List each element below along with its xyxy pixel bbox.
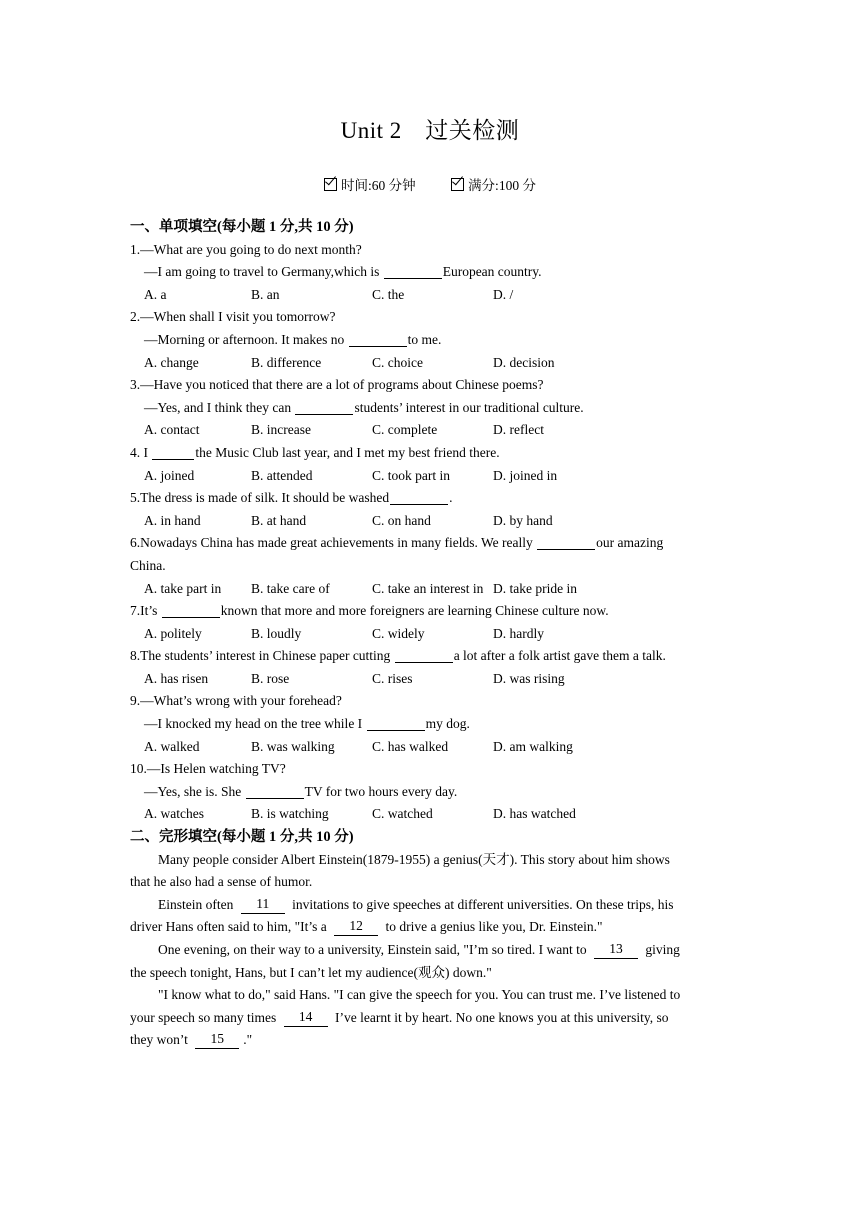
- option-c[interactable]: C. has walked: [372, 738, 449, 754]
- option-c[interactable]: C. take an interest in: [372, 580, 484, 596]
- cloze-blank-14[interactable]: 14: [284, 1009, 328, 1027]
- option-c[interactable]: C. complete: [372, 422, 438, 438]
- text-segment: known that more and more foreigners are learning Chinese culture now.: [220, 603, 609, 619]
- text-segment: 7.It’s: [130, 603, 161, 619]
- passage-line: "I know what to do," said Hans. "I can give the speech for you. You can trust me. I’ve listened to: [158, 987, 681, 1003]
- option-c[interactable]: C. choice: [372, 354, 423, 370]
- text-segment: I’ve learnt it by heart. No one knows you at this university, so: [331, 1009, 669, 1025]
- question-1-options: [130, 284, 730, 307]
- question-4-stem: [130, 442, 730, 465]
- text-segment: your speech so many times: [130, 1009, 280, 1025]
- exam-meta: [0, 174, 860, 194]
- passage-line: [130, 894, 730, 917]
- option-b[interactable]: B. difference: [251, 354, 322, 370]
- time-limit: [324, 174, 416, 194]
- worksheet-content: [130, 216, 730, 1052]
- text-segment: TV for two hours every day.: [304, 783, 458, 799]
- option-a[interactable]: A. walked: [144, 738, 200, 754]
- question-4-options: [130, 465, 730, 488]
- option-d[interactable]: D. was rising: [493, 670, 565, 686]
- section-2-title: 二、完形填空(每小题 1 分,共 10 分): [130, 829, 354, 846]
- question-6-stem: [130, 532, 730, 555]
- text-segment: European country.: [442, 264, 542, 280]
- question-3-stem: 3.—Have you noticed that there are a lot of programs about Chinese poems?: [130, 377, 544, 393]
- section-1-title: 一、单项填空(每小题 1 分,共 10 分): [130, 219, 354, 235]
- option-d[interactable]: D. hardly: [493, 625, 544, 641]
- passage-line: Many people consider Albert Einstein(1879-1955) a genius(天才). This story about him shows: [158, 851, 670, 867]
- text-segment: 4. I: [130, 444, 152, 460]
- answer-blank[interactable]: [349, 331, 407, 347]
- answer-blank[interactable]: [384, 263, 442, 279]
- text-segment: —Yes, and I think they can: [144, 399, 295, 415]
- cloze-blank-11[interactable]: 11: [241, 896, 285, 914]
- option-d[interactable]: D. am walking: [493, 738, 573, 754]
- option-d[interactable]: D. take pride in: [493, 580, 577, 596]
- text-segment: —Yes, she is. She: [144, 783, 245, 799]
- question-2-response: [130, 329, 730, 352]
- full-score: [451, 174, 536, 194]
- option-b[interactable]: B. an: [251, 286, 280, 302]
- answer-blank[interactable]: [152, 444, 194, 460]
- question-2-options: [130, 352, 730, 375]
- text-segment: to me.: [407, 331, 442, 347]
- question-10-response: [130, 781, 730, 804]
- answer-blank[interactable]: [537, 534, 595, 550]
- question-10-options: [130, 803, 730, 826]
- cloze-blank-13[interactable]: 13: [594, 941, 638, 959]
- text-segment: driver Hans often said to him, "It’s a: [130, 919, 331, 935]
- text-segment: the Music Club last year, and I met my best friend there.: [195, 444, 500, 460]
- question-8-options: [130, 668, 730, 691]
- text-segment: —I am going to travel to Germany,which is: [144, 264, 383, 280]
- question-8-stem: [130, 645, 730, 668]
- option-c[interactable]: C. widely: [372, 625, 425, 641]
- option-a[interactable]: A. has risen: [144, 670, 209, 686]
- option-b[interactable]: B. loudly: [251, 625, 302, 641]
- time-limit-text: 时间:60 分钟: [341, 178, 416, 193]
- checkbox-icon: [324, 178, 337, 191]
- option-a[interactable]: A. take part in: [144, 580, 222, 596]
- question-10-stem: 10.—Is Helen watching TV?: [130, 761, 286, 777]
- option-c[interactable]: C. the: [372, 286, 405, 302]
- option-a[interactable]: A. a: [144, 286, 167, 302]
- answer-blank[interactable]: [295, 399, 353, 415]
- option-b[interactable]: B. attended: [251, 467, 313, 483]
- question-6-stem-continued: China.: [130, 557, 166, 573]
- cloze-blank-15[interactable]: 15: [195, 1031, 239, 1049]
- text-segment: —Morning or afternoon. It makes no: [144, 331, 348, 347]
- passage-line: [130, 916, 730, 939]
- answer-blank[interactable]: [367, 715, 425, 731]
- option-a[interactable]: A. in hand: [144, 512, 201, 528]
- option-c[interactable]: C. rises: [372, 670, 413, 686]
- text-segment: .": [243, 1032, 253, 1048]
- text-segment: 6.Nowadays China has made great achievements in many fields. We really: [130, 535, 537, 551]
- passage-line: [130, 1029, 730, 1052]
- cloze-blank-12[interactable]: 12: [334, 918, 378, 936]
- option-a[interactable]: A. watches: [144, 806, 204, 822]
- option-a[interactable]: A. politely: [144, 625, 202, 641]
- option-b[interactable]: B. increase: [251, 422, 311, 438]
- text-segment: invitations to give speeches at different universities. On these trips, his: [288, 896, 674, 912]
- text-segment: One evening, on their way to a university, Einstein said, "I’m so tired. I want to: [158, 942, 591, 957]
- question-7-options: [130, 623, 730, 646]
- option-a[interactable]: A. joined: [144, 467, 195, 483]
- option-d[interactable]: D. reflect: [493, 422, 544, 438]
- question-5-options: [130, 510, 730, 533]
- text-segment: giving: [642, 942, 680, 957]
- text-segment: to drive a genius like you, Dr. Einstein.": [382, 919, 603, 935]
- passage-line: that he also had a sense of humor.: [130, 874, 313, 890]
- text-segment: our amazing: [596, 535, 664, 551]
- option-d[interactable]: D. by hand: [493, 512, 553, 528]
- option-b[interactable]: B. rose: [251, 670, 290, 686]
- passage-line: [130, 1007, 730, 1030]
- option-b[interactable]: B. is watching: [251, 806, 329, 822]
- option-a[interactable]: A. change: [144, 354, 199, 370]
- question-5-stem: [130, 487, 730, 510]
- answer-blank[interactable]: [162, 602, 220, 618]
- option-c[interactable]: C. took part in: [372, 467, 450, 483]
- checkbox-icon: [451, 178, 464, 191]
- question-9-options: [130, 736, 730, 759]
- option-c[interactable]: C. on hand: [372, 512, 431, 528]
- answer-blank[interactable]: [246, 783, 304, 799]
- text-segment: 5.The dress is made of silk. It should be washed: [130, 490, 390, 506]
- text-segment: Einstein often: [158, 896, 237, 912]
- option-b[interactable]: B. take care of: [251, 580, 330, 596]
- question-3-response: [130, 397, 730, 420]
- text-segment: students’ interest in our traditional culture.: [354, 399, 584, 415]
- question-9-response: [130, 713, 730, 736]
- option-d[interactable]: D. has watched: [493, 806, 576, 822]
- text-segment: a lot after a folk artist gave them a talk.: [453, 648, 666, 664]
- option-a[interactable]: A. contact: [144, 422, 200, 438]
- option-c[interactable]: C. watched: [372, 806, 433, 822]
- full-score-text: 满分:100 分: [468, 178, 536, 193]
- question-3-options: [130, 419, 730, 442]
- answer-blank[interactable]: [395, 647, 453, 663]
- question-6-options: [130, 578, 730, 601]
- question-2-stem: 2.—When shall I visit you tomorrow?: [130, 309, 336, 325]
- answer-blank[interactable]: [390, 489, 448, 505]
- text-segment: .: [449, 490, 453, 506]
- question-9-stem: 9.—What’s wrong with your forehead?: [130, 693, 342, 709]
- text-segment: my dog.: [425, 716, 470, 732]
- option-b[interactable]: B. was walking: [251, 738, 335, 754]
- page-title: Unit 2 过关检测: [340, 118, 520, 143]
- passage-line: [130, 939, 730, 962]
- text-segment: they won’t: [130, 1032, 192, 1048]
- text-segment: 8.The students’ interest in Chinese paper cutting: [130, 648, 394, 664]
- question-7-stem: [130, 600, 730, 623]
- question-1-stem: 1.—What are you going to do next month?: [130, 241, 362, 257]
- option-b[interactable]: B. at hand: [251, 512, 307, 528]
- passage-line: the speech tonight, Hans, but I can’t let my audience(观众) down.": [130, 964, 492, 980]
- question-1-response: [130, 261, 730, 284]
- text-segment: —I knocked my head on the tree while I: [144, 716, 366, 732]
- option-d[interactable]: D. joined in: [493, 467, 558, 483]
- option-d[interactable]: D. decision: [493, 354, 555, 370]
- option-d[interactable]: D. /: [493, 286, 514, 302]
